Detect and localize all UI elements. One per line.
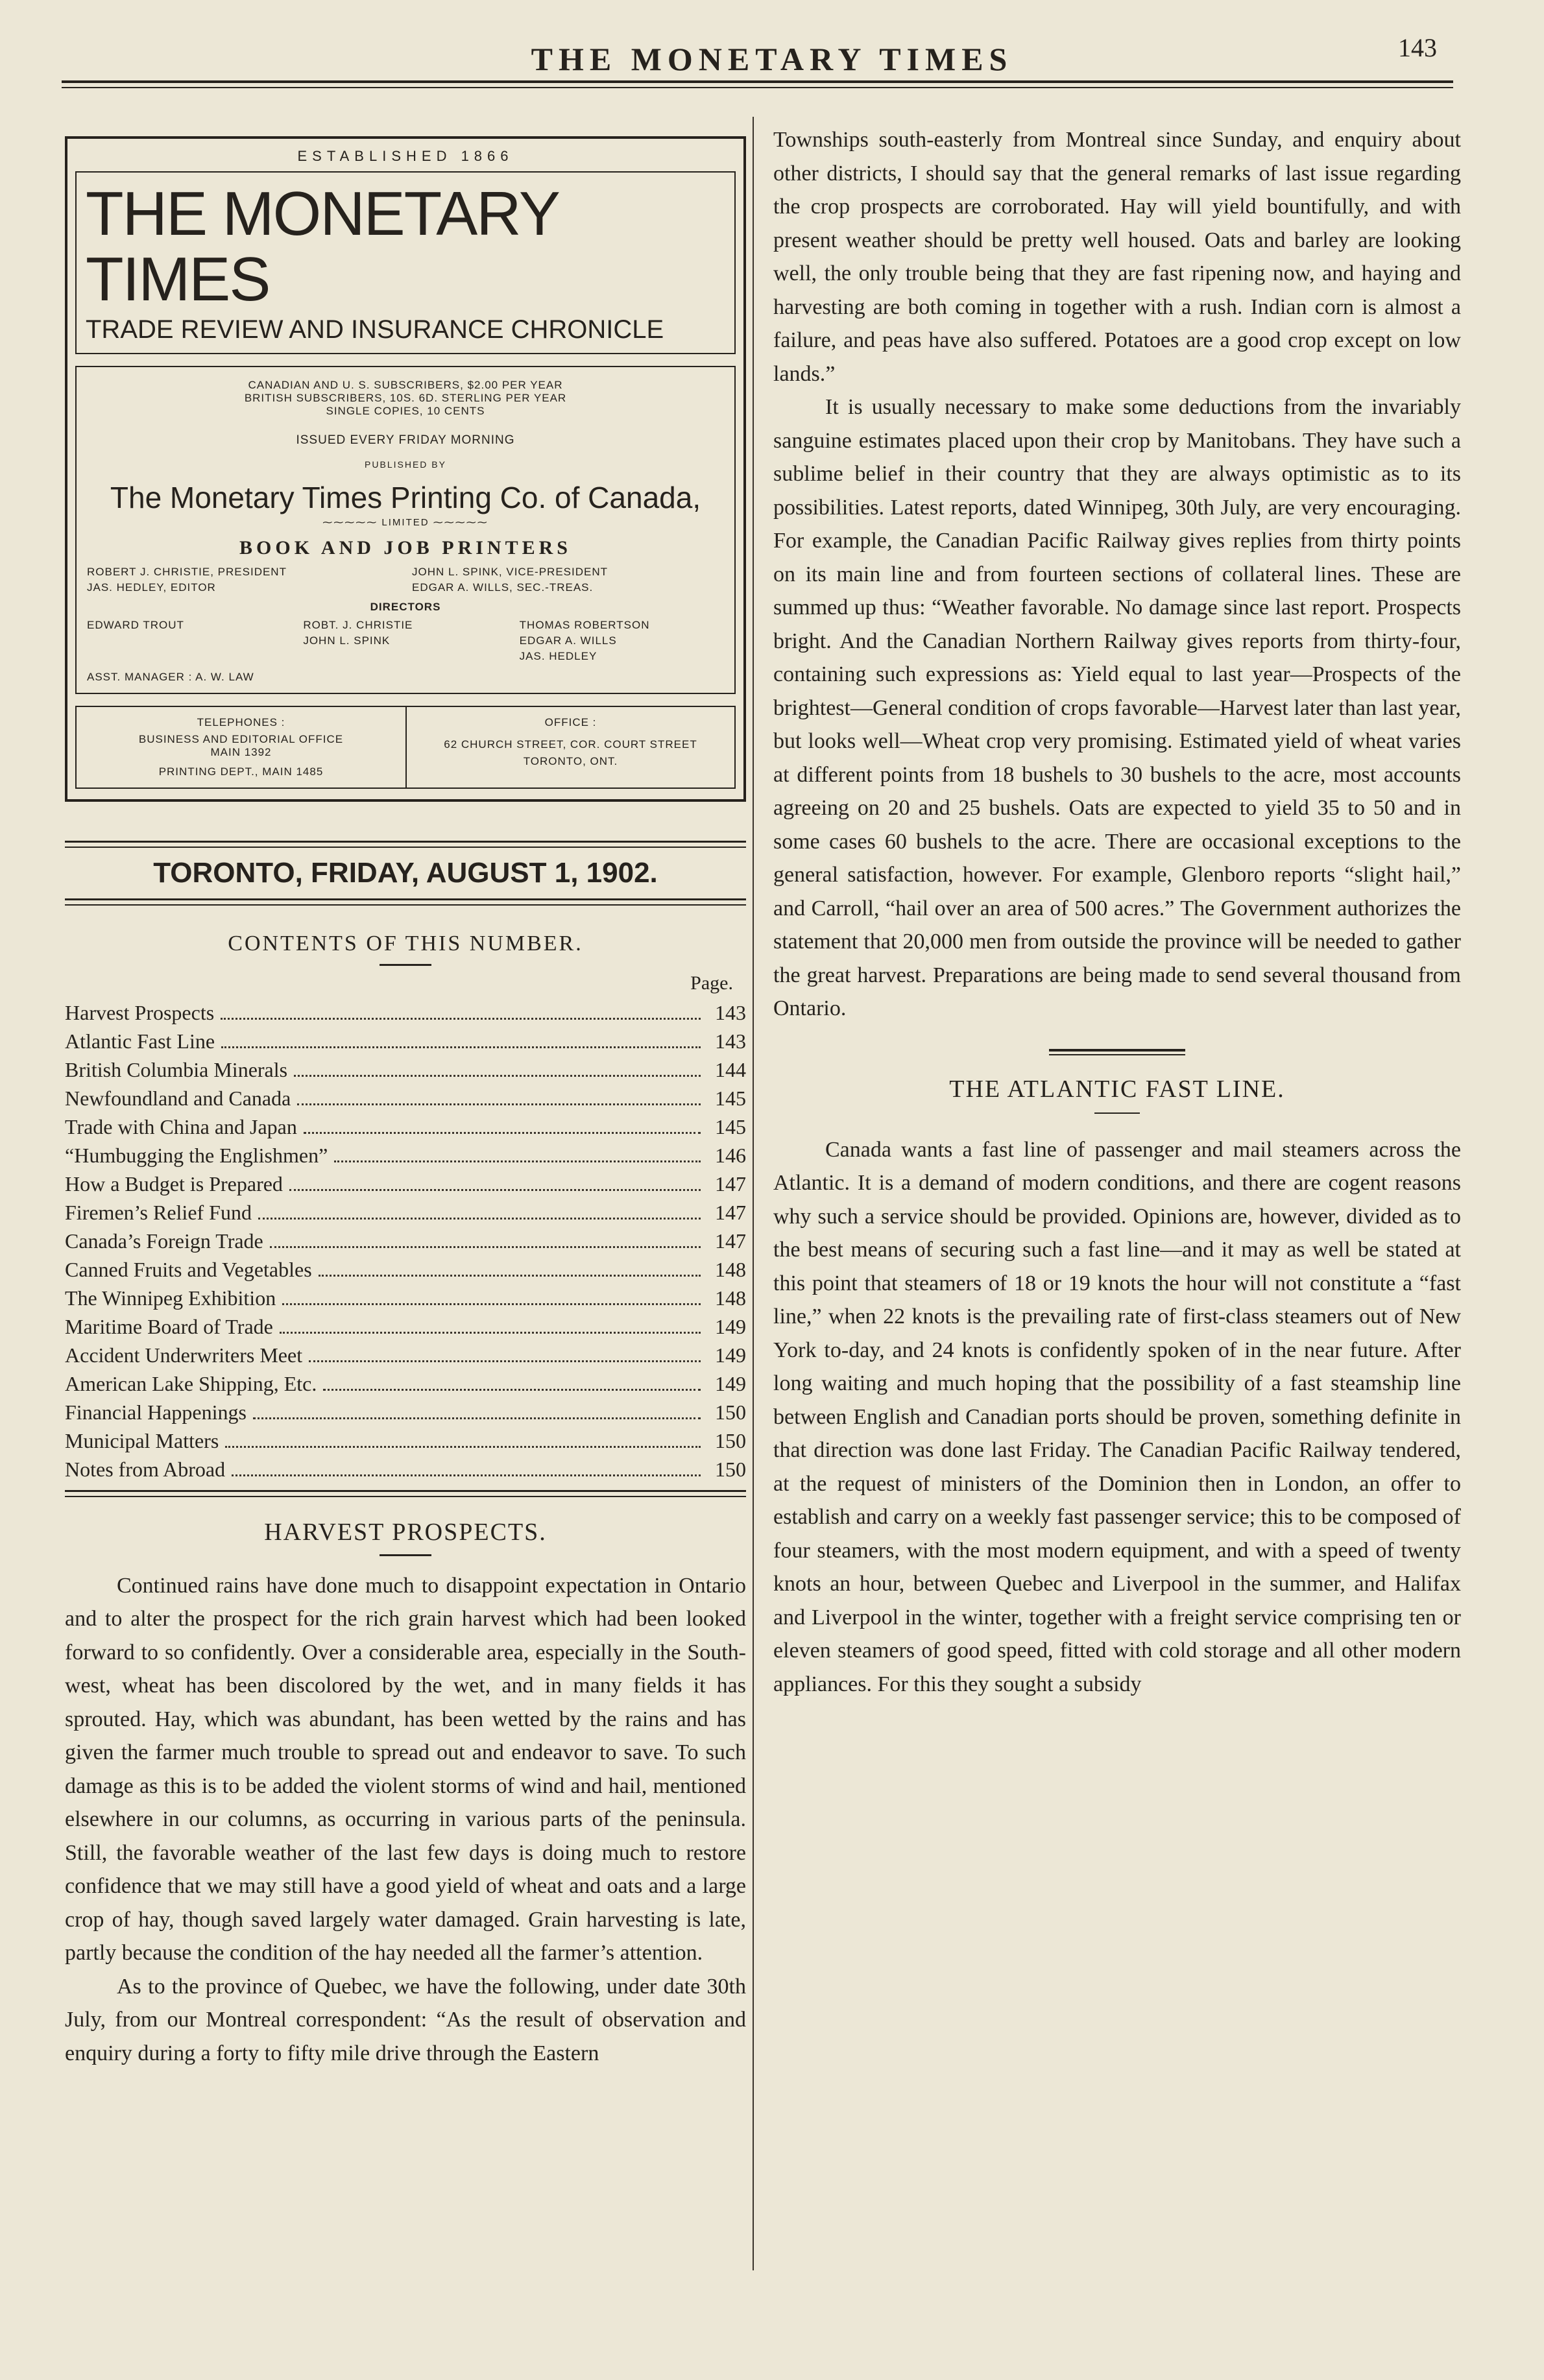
contents-item-title: How a Budget is Prepared [65,1172,283,1196]
contents-item-page: 149 [715,1343,746,1367]
contents-item-title: Municipal Matters [65,1428,219,1452]
leader-dots [221,1018,701,1020]
leader-dots [270,1246,701,1248]
single-copies: SINGLE COPIES, 10 CENTS [326,404,485,417]
contents-item-title: Firemen’s Relief Fund [65,1200,252,1224]
dateline-rule-top [65,841,746,848]
contents-item-page: 143 [715,1000,746,1024]
leader-dots [323,1389,701,1391]
contents-item [65,1084,746,1112]
book-and-job-printers: BOOK AND JOB PRINTERS [239,536,572,559]
contents-item-page: 148 [715,1257,746,1281]
contents-item [65,1027,746,1055]
flourish-right: ⁓⁓⁓⁓⁓ [433,516,489,528]
contents-item-page: 147 [715,1200,746,1224]
contents-item [65,1312,746,1341]
contents-item [65,1455,746,1484]
harvest-article [65,1569,746,2071]
contents-item [65,998,746,1027]
harvest-heading: HARVEST PROSPECTS. [264,1518,547,1546]
director: EDWARD TROUT [87,618,184,631]
contents-page-label: Page. [690,972,733,994]
director: JAS. HEDLEY [519,649,597,662]
contents-item [65,1055,746,1084]
leader-dots [221,1046,701,1048]
director: EDGAR A. WILLS [519,634,617,647]
contents-heading: CONTENTS OF THIS NUMBER. [228,931,583,956]
atlantic-article [773,1133,1461,1701]
contents-item-title: American Lake Shipping, Etc. [65,1371,317,1395]
contents-item-page: 148 [715,1286,746,1310]
subscribers-line-2: BRITISH SUBSCRIBERS, 10S. 6D. STERLING PER YEAR [244,391,567,404]
masthead-title: THE MONETARY TIMES [86,179,559,314]
contents-item [65,1255,746,1284]
officers [87,566,724,594]
manitoba-paragraph: It is usually necessary to make some deductions from the invariably sanguine estimates placed upon their crop by Manitobans. They have such a sublime belief in their country that they are always optimistic as to its possibilities. Latest reports, dated Winnipeg, 30th July, are very encouraging. For example, the Canadian Pacific Railway gives replies from thirty points on its main line and from fourteen sections of collateral lines. These are summed up thus: “Weather favorable. No damage since last report. Prospects bright. And the Canadian Northern Railway gives reports from thirty-four, containing such expressions as: Yield equal to last year—Prospects of the brightest—General condition of crops favorable—Harvest later than last year, but looks well—Wheat crop very promising. Estimated yield of wheat varies at different points from 18 bushels to 30 bushels to the acre, most accounts agreeing on 20 and 25 bushels. Oats are expected to yield 35 to 50 and in some cases 60 bushels to the acre. There are occasional exceptions to the general satisfaction, however. For example, Glenboro reports “slight hail,” and Carroll, “hail over an area of 500 acres.” The Government authorizes the statement that 20,000 men from outside the province will be needed to gather the great harvest. Preparations are being made to send several thousand from Ontario. [773,395,1461,1020]
director: THOMAS ROBERTSON [519,618,650,631]
office-label: OFFICE : [544,715,597,728]
leader-dots [304,1132,701,1134]
harvest-continued [773,123,1461,1026]
contents-item-title: “Humbugging the Englishmen” [65,1143,328,1167]
contents-item [65,1369,746,1398]
contents-item-page: 149 [715,1371,746,1395]
flourish-left: ⁓⁓⁓⁓⁓ [322,516,382,528]
asst-manager: ASST. MANAGER : A. W. LAW [87,670,254,683]
contents-item-page: 149 [715,1314,746,1338]
article-separator [1049,1049,1185,1055]
contents-item-title: The Winnipeg Exhibition [65,1286,276,1310]
header-rule [62,80,1453,83]
established-line: ESTABLISHED 1866 [297,148,514,164]
atlantic-heading: THE ATLANTIC FAST LINE. [949,1075,1285,1103]
harvest-paragraph: Continued rains have done much to disappoint expectation in Ontario and to alter the prospect for the rich grain harvest which had been looked forward to so confidently. Over a considerable area, especially in the South-west, wheat has been discolored by the wet, and in many fields it has sprouted. Hay, which was abundant, has been wetted by the rains and has given the farmer much trouble to spread out and endeavor to save. To such damage as this is to be added the violent storms of wind and hail, mentioned elsewhere in our columns, as occurring in various parts of the peninsula. Still, the favorable weather of the last few days is doing much to restore confidence that we may still have a good yield of wheat and oats and a large crop of hay, though saved largely water damaged. Grain harvesting is late, partly because the condition of the hay needed all the farmer’s attention. [65,1573,746,1965]
dateline: TORONTO, FRIDAY, AUGUST 1, 1902. [153,856,658,889]
contents-item-page: 143 [715,1029,746,1053]
leader-dots [334,1160,701,1162]
contents-item-page: 150 [715,1400,746,1424]
contents-item [65,1284,746,1312]
leader-dots [282,1303,701,1305]
masthead [65,136,746,802]
contents-item-page: 145 [715,1086,746,1110]
contents-item-title: Financial Happenings [65,1400,247,1424]
page-number: 143 [1398,33,1437,62]
contents-item [65,1112,746,1141]
leader-dots [225,1446,701,1448]
contents-item-title: Atlantic Fast Line [65,1029,215,1053]
contents-item-page: 147 [715,1172,746,1196]
vice-president: JOHN L. SPINK, VICE-PRESIDENT [412,565,608,578]
contents-list [65,998,746,1484]
leader-dots [297,1103,701,1105]
office-city: TORONTO, ONT. [523,754,618,767]
contents-rule [380,964,431,966]
office-cell [405,707,734,787]
main-1392: MAIN 1392 [210,745,272,758]
published-by: PUBLISHED BY [365,459,446,470]
atlantic-paragraph: Canada wants a fast line of passenger and mail steamers across the Atlantic. It is a demand of modern conditions, and there are cogent reasons why such a service should be provided. Opinions are, however, divided as to the best means of securing such a fast line—and it may as well be stated at this point that steamers of 18 or 19 knots the hour will not constitute a “fast line,” when 22 knots is the prevailing rate of first-class steamers out of New York to-day, and 24 knots is confidently spoken of in the near future. After long waiting and much hoping that the possibility of a fast steamship line between English and Canadian ports should be proven, something definite in that direction was done last Friday. The Canadian Pacific Railway tendered, at the request of ministers of the Dominion then in London, an offer to establish and carry on a weekly fast passenger service; this to be composed of four steamers, with the most modern equipment, and with a speed of twenty knots an hour, between Quebec and Liverpool in the summer, and Halifax and Liverpool in the winter, together with a freight service comprising ten or eleven steamers of good speed, fitted with cold storage and all other modern appliances. For this they sought a subsidy [773,1137,1461,1696]
contents-item-page: 144 [715,1057,746,1081]
contents-item-page: 146 [715,1143,746,1167]
harvest-paragraph: As to the province of Quebec, we have the following, under date 30th July, from our Montreal correspondent: “As the result of observation and enquiry during a forty to fifty mile drive through the Eastern [65,1974,746,2065]
leader-dots [253,1417,701,1419]
telephones-cell [77,707,405,787]
contents-item [65,1198,746,1227]
office-address: 62 CHURCH STREET, COR. COURT STREET [444,738,697,751]
dateline-rule-bottom [65,898,746,906]
editor: JAS. HEDLEY, EDITOR [87,581,216,594]
contents-item [65,1170,746,1198]
business-office: BUSINESS AND EDITORIAL OFFICE [138,732,344,745]
issued-line: ISSUED EVERY FRIDAY MORNING [296,433,515,447]
contents-item-title: British Columbia Minerals [65,1057,288,1081]
telephones-label: TELEPHONES : [197,715,285,728]
contents-item-title: Accident Underwriters Meet [65,1343,303,1367]
secretary: EDGAR A. WILLS, SEC.-TREAS. [412,581,594,594]
contents-item [65,1341,746,1369]
masthead-subtitle: TRADE REVIEW AND INSURANCE CHRONICLE [86,315,664,344]
contents-item [65,1227,746,1255]
right-column [773,123,1461,1701]
contents-item-title: Harvest Prospects [65,1000,215,1024]
leader-dots [309,1360,701,1362]
running-title: THE MONETARY TIMES [531,41,1013,77]
contents-item-page: 145 [715,1114,746,1138]
contents-item-title: Newfoundland and Canada [65,1086,291,1110]
contents-item-page: 150 [715,1428,746,1452]
leader-dots [232,1474,701,1476]
contents-item [65,1426,746,1455]
contents-item-title: Maritime Board of Trade [65,1314,273,1338]
directors-list [87,619,724,663]
telephone-office-box [75,706,736,789]
contents-item-title: Trade with China and Japan [65,1114,297,1138]
leader-dots [289,1189,701,1191]
subscribers-line-1: CANADIAN AND U. S. SUBSCRIBERS, $2.00 PER YEAR [248,378,563,391]
column-divider [753,117,754,2270]
header-rule-thin [62,87,1453,88]
contents-item-title: Notes from Abroad [65,1457,226,1481]
contents-item-page: 147 [715,1229,746,1253]
director: ROBT. J. CHRISTIE [303,618,413,631]
publisher-name: The Monetary Times Printing Co. of Canada, [110,480,701,514]
leader-dots [319,1275,701,1277]
left-column [65,123,746,2070]
contents-item-title: Canned Fruits and Vegetables [65,1257,312,1281]
subscription-info-box [75,366,736,694]
directors-label: DIRECTORS [370,600,441,613]
leader-dots [294,1075,701,1077]
contents-item [65,1141,746,1170]
president: ROBERT J. CHRISTIE, PRESIDENT [87,565,287,578]
leader-dots [280,1332,701,1334]
masthead-title-box [75,171,736,354]
contents-rule-bottom [65,1490,746,1497]
limited-text: LIMITED [381,516,429,528]
director: JOHN L. SPINK [303,634,391,647]
limited-label [87,516,724,528]
contents-item [65,1398,746,1426]
printing-dept: PRINTING DEPT., MAIN 1485 [158,765,324,778]
harvest-rule [380,1554,431,1556]
continued-paragraph: Townships south-easterly from Montreal since Sunday, and enquiry about other districts, I should say that the general remarks of last issue regarding the crop prospects are corroborated. Hay will yield bountifully, and with present weather should be pretty well housed. Oats and barley are looking well, the only trouble being that they are fast ripening now, and haying and harvesting are both coming in together with a rush. Indian corn is almost a failure, and peas have also suffered. Potatoes are a good crop except on low lands.” [773,128,1461,386]
atlantic-rule [1094,1112,1140,1114]
contents-item-title: Canada’s Foreign Trade [65,1229,263,1253]
leader-dots [258,1218,701,1220]
contents-item-page: 150 [715,1457,746,1481]
